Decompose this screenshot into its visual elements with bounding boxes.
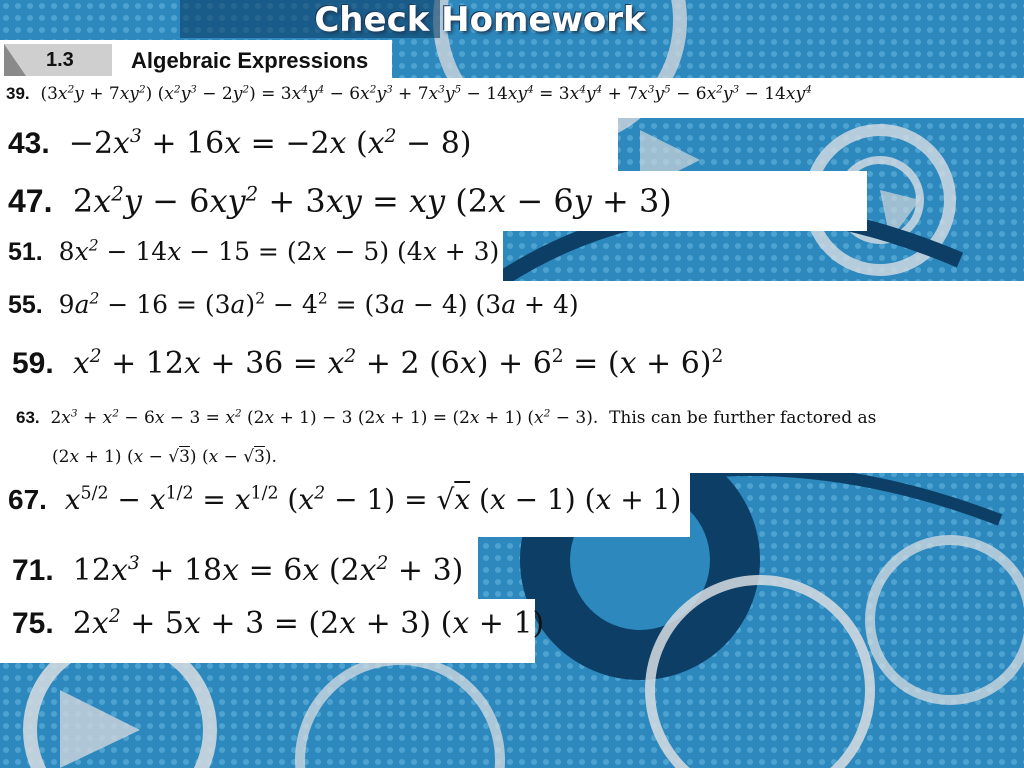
problem-75-label: 75. xyxy=(12,607,54,640)
problem-51 xyxy=(8,237,499,267)
problem-51-label: 51. xyxy=(8,238,43,266)
problem-71-label: 71. xyxy=(12,554,54,587)
problem-63-math: $2x^3 + x^2 - 6x - 3 = x^2$ (2x + 1) − 3 (2x + 1) = (2x + 1) $(x^2 - 3)$. xyxy=(45,407,610,428)
problem-55-math: $9a^2 - 16 = (3a)^2 - 4^2 = (3a - 4) (3a + 4)$ xyxy=(50,289,579,319)
problem-63 xyxy=(16,408,876,428)
problem-47-math: $2x^2y - 6xy^2 + 3xy$ = xy (2x − 6y + 3) xyxy=(62,182,672,220)
tag-corner-icon xyxy=(4,44,26,76)
section-title: Algebraic Expressions xyxy=(131,48,369,73)
problem-71 xyxy=(12,553,463,588)
problem-75 xyxy=(12,606,544,641)
problem-67 xyxy=(8,483,681,516)
problem-63-label: 63. xyxy=(16,408,40,427)
problem-39-label: 39. xyxy=(6,84,30,103)
problem-39-math: $(3x^2y + 7xy^2) (x^2y^3 - 2y^2) = 3x^4y^4 - 6x^2y^3 + 7x^3y^5 - 14xy^4 = 3x^4y^4 + 7x^3y^5 - 6x^2y^3 - 14xy^4$ xyxy=(35,83,812,104)
problem-67-math: $x^{5/2} - x^{1/2} = x^{1/2}$ $(x^2 - 1) = √x$ (x − 1) (x + 1) xyxy=(64,483,682,516)
problem-55-label: 55. xyxy=(8,291,43,319)
section-number: 1.3 xyxy=(46,49,74,71)
problem-55 xyxy=(8,290,579,320)
problem-43-label: 43. xyxy=(8,127,50,160)
problem-63-text: This can be further factored as xyxy=(609,408,877,428)
problem-39 xyxy=(6,84,812,104)
page-title: Check Homework xyxy=(314,0,646,40)
problem-43 xyxy=(8,126,471,161)
problem-71-math: $12x^3 + 18x = 6x$ $(2x^2 + 3)$ xyxy=(63,553,464,588)
problem-59 xyxy=(12,346,723,381)
problem-59-math: $x^2 + 12x + 36 = x^2 + 2$ $(6x) + 6^2 = (x + 6)^2$ xyxy=(72,346,724,381)
problem-47-label: 47. xyxy=(8,183,53,219)
problem-75-math: $2x^2 + 5x + 3 = (2x + 3) (x + 1)$ xyxy=(63,606,545,641)
problem-67-label: 67. xyxy=(8,484,47,515)
problem-43-math: $-2x^3 + 16x = -2x$ $(x^2 - 8)$ xyxy=(59,126,472,161)
problem-47 xyxy=(8,182,672,220)
problem-59-label: 59. xyxy=(12,347,54,380)
problem-63-continued: (2x + 1) (x − √3) (x − √3). xyxy=(52,447,277,467)
problem-51-math: $8x^2 - 14x - 15 = (2x - 5) (4x + 3)$ xyxy=(50,236,500,266)
